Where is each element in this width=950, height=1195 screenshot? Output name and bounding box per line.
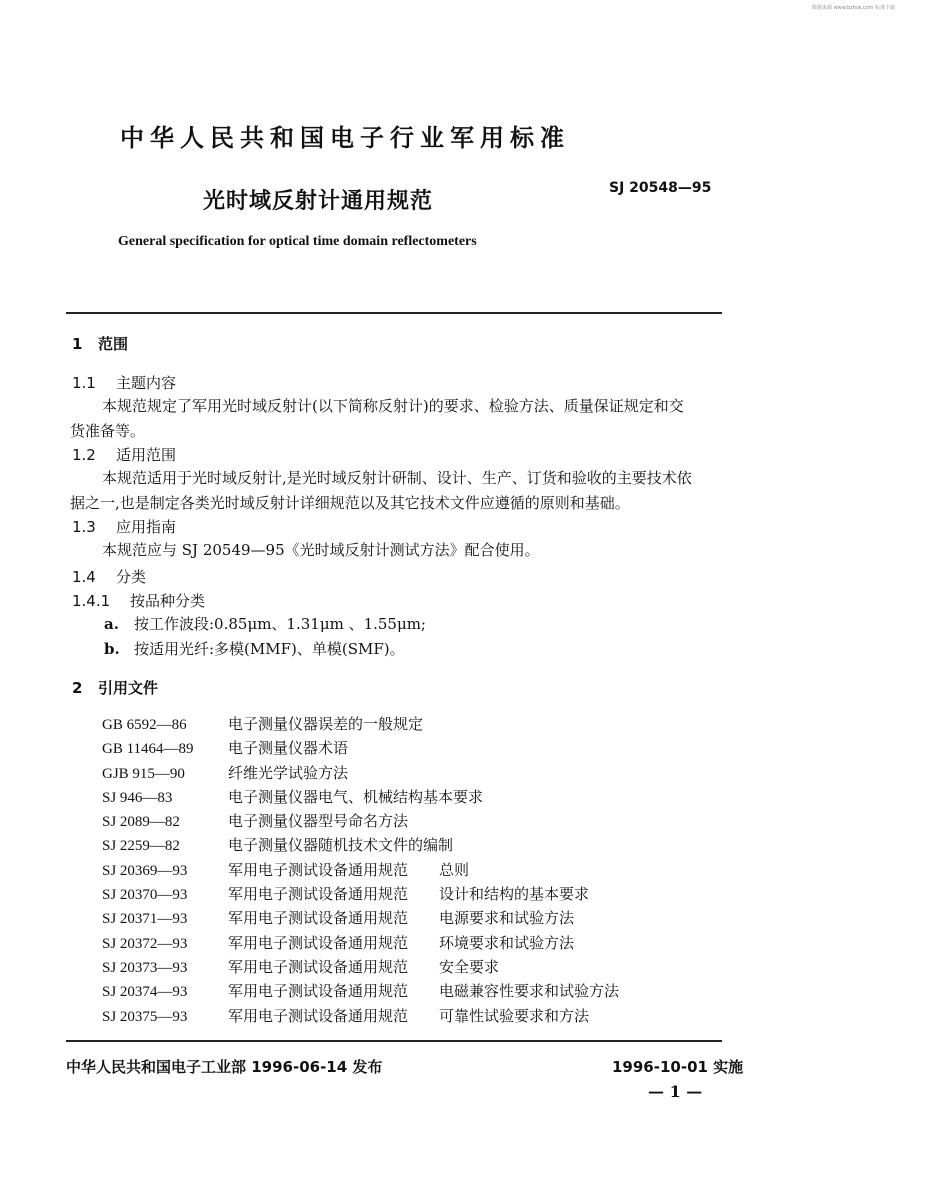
reference-row [102, 882, 619, 906]
reference-title: 军用电子测试设备通用规范 [228, 885, 409, 904]
reference-row [102, 931, 619, 955]
reference-subtitle: 可靠性试验要求和方法 [439, 1006, 590, 1025]
section-1-1-line-1: 本规范规定了军用光时域反射计(以下简称反射计)的要求、检验方法、质量保证规定和交 [102, 397, 684, 415]
reference-title: 军用电子测试设备通用规范 [228, 909, 409, 928]
reference-code: SJ 20374—93 [102, 984, 188, 1001]
reference-row [102, 809, 619, 833]
reference-code: SJ 20369—93 [102, 862, 188, 879]
section-1-2-title: 适用范围 [116, 446, 177, 464]
standard-code: SJ 20548—95 [609, 180, 712, 196]
section-1-1-heading [72, 372, 176, 393]
reference-code: GB 6592—86 [102, 717, 187, 733]
reference-row [102, 736, 619, 760]
section-1-3-heading [72, 516, 176, 537]
reference-title: 军用电子测试设备通用规范 [228, 860, 409, 879]
section-1-1-title: 主题内容 [116, 374, 177, 392]
reference-title: 电子测量仪器术语 [228, 739, 349, 758]
reference-row [102, 906, 619, 930]
section-1-1-line-2: 货准备等。 [70, 422, 146, 440]
reference-title: 电子测量仪器电气、机械结构基本要求 [228, 787, 484, 806]
section-1-3-title: 应用指南 [116, 518, 177, 536]
section-1-1-number: 1.1 [72, 374, 96, 392]
document-title: 光时域反射计通用规范 [203, 189, 434, 214]
reference-row [102, 833, 619, 857]
header-divider [66, 312, 722, 314]
reference-subtitle: 设计和结构的基本要求 [439, 885, 590, 904]
list-item-text: 按工作波段:0.85μm、1.31μm 、1.55μm; [134, 615, 426, 633]
list-item [104, 612, 426, 637]
reference-row [102, 785, 619, 809]
list-item [104, 637, 405, 662]
section-1-title: 范围 [98, 335, 129, 353]
page-number: — 1 — [648, 1082, 703, 1101]
reference-title: 电子测量仪器型号命名方法 [228, 812, 409, 831]
implementation-date: 1996-10-01 实施 [612, 1058, 744, 1076]
reference-row [102, 1004, 619, 1028]
reference-subtitle: 安全要求 [439, 957, 500, 976]
reference-title: 军用电子测试设备通用规范 [228, 933, 409, 952]
reference-code: SJ 2259—82 [102, 838, 180, 855]
list-item-marker: a. [104, 615, 119, 633]
section-1-2-line-1: 本规范适用于光时域反射计,是光时域反射计研制、设计、生产、订货和验收的主要技术依 [102, 469, 692, 487]
reference-title: 军用电子测试设备通用规范 [228, 1006, 409, 1025]
reference-code: SJ 2089—82 [102, 814, 180, 831]
publish-date: 中华人民共和国电子工业部 1996-06-14 发布 [66, 1058, 383, 1076]
section-1-2-line-2: 据之一,也是制定各类光时域反射计详细规范以及其它技术文件应遵循的原则和基础。 [70, 494, 630, 512]
footer-divider [66, 1040, 722, 1042]
reference-subtitle: 总则 [439, 860, 470, 879]
reference-subtitle: 环境要求和试验方法 [439, 933, 575, 952]
source-watermark: 数据来源 www.bzfxw.com 标准下载 [812, 5, 895, 11]
reference-code: SJ 20370—93 [102, 887, 188, 904]
section-2-heading [72, 677, 158, 698]
reference-code: SJ 20372—93 [102, 935, 188, 952]
reference-row [102, 979, 619, 1003]
section-1-2-heading [72, 444, 176, 465]
referenced-documents-list [102, 712, 619, 1028]
section-1-heading [72, 333, 128, 354]
list-item-marker: b. [104, 640, 120, 658]
reference-code: GJB 915—90 [102, 765, 185, 782]
reference-code: SJ 20375—93 [102, 1008, 188, 1025]
reference-subtitle: 电源要求和试验方法 [439, 909, 575, 928]
section-2-number: 2 [72, 679, 83, 697]
reference-row [102, 858, 619, 882]
reference-code: SJ 20373—93 [102, 959, 188, 976]
reference-title: 电子测量仪器随机技术文件的编制 [228, 836, 454, 855]
reference-row [102, 955, 619, 979]
section-1-4-1-title: 按品种分类 [130, 592, 206, 610]
reference-title: 军用电子测试设备通用规范 [228, 957, 409, 976]
section-1-4-number: 1.4 [72, 568, 96, 586]
reference-title: 军用电子测试设备通用规范 [228, 982, 409, 1001]
reference-title: 电子测量仪器误差的一般规定 [228, 715, 424, 733]
reference-title: 纤维光学试验方法 [228, 763, 349, 782]
issuing-organization: 中华人民共和国电子行业军用标准 [120, 124, 570, 152]
section-1-4-1-heading [72, 590, 205, 611]
section-1-number: 1 [72, 335, 83, 353]
section-1-4-title: 分类 [116, 568, 147, 586]
reference-row [102, 712, 619, 736]
section-1-4-heading [72, 566, 146, 587]
section-1-4-1-number: 1.4.1 [72, 592, 111, 610]
reference-subtitle: 电磁兼容性要求和试验方法 [439, 982, 620, 1001]
section-1-2-number: 1.2 [72, 446, 96, 464]
reference-code: SJ 20371—93 [102, 911, 188, 928]
list-item-text: 按适用光纤:多模(MMF)、单模(SMF)。 [134, 640, 405, 658]
reference-code: GB 11464—89 [102, 741, 194, 758]
section-1-3-number: 1.3 [72, 518, 96, 536]
section-2-title: 引用文件 [98, 679, 159, 697]
english-title: General specification for optical time domain reflectometers [118, 234, 477, 249]
reference-row [102, 761, 619, 785]
reference-code: SJ 946—83 [102, 789, 173, 806]
section-1-3-line-1: 本规范应与 SJ 20549—95《光时域反射计测试方法》配合使用。 [102, 541, 540, 559]
